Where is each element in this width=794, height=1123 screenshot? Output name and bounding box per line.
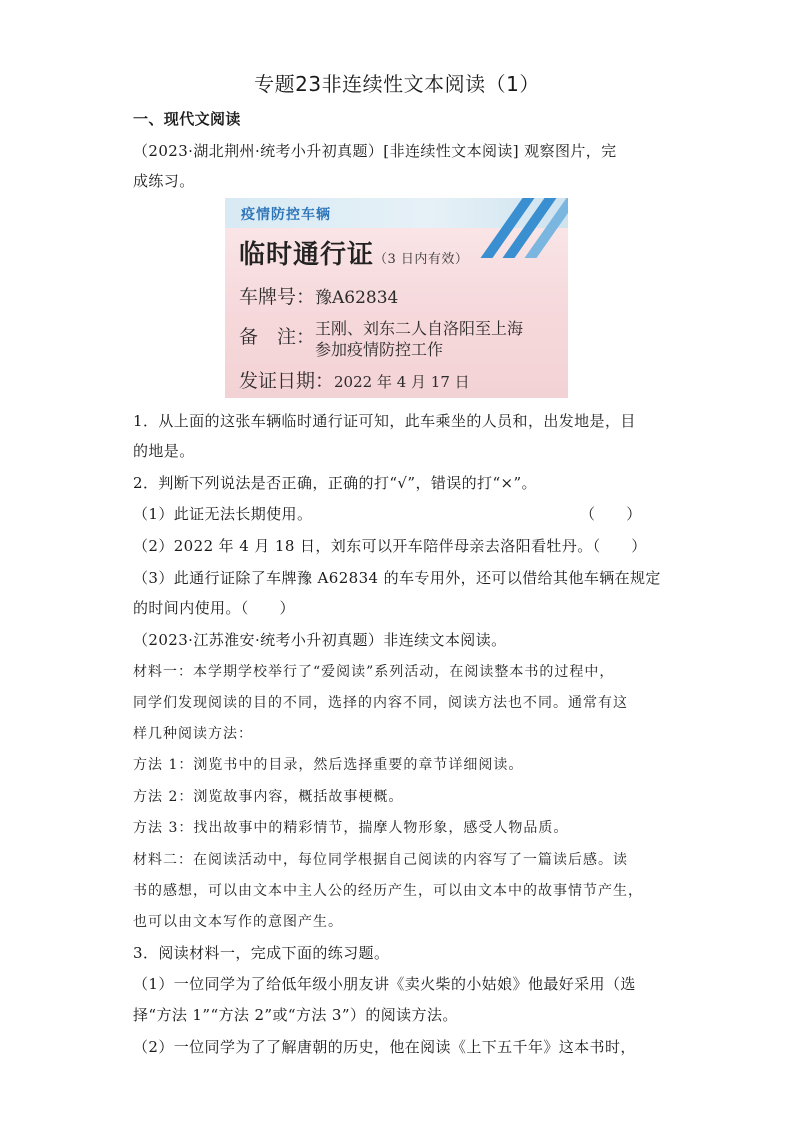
pass-header: 疫情防控车辆: [241, 207, 331, 223]
material-2: 也可以由文本写作的意图产生。: [133, 914, 343, 930]
question-1-cont: 的地是。: [133, 442, 195, 460]
note-line: 参加疫情防控工作: [315, 340, 444, 359]
intro-line: （2023·湖北荆州·统考小升初真题）[非连续性文本阅读] 观察图片，完: [133, 142, 617, 160]
pass-plate-row: [239, 282, 398, 309]
answer-paren: （ ）: [580, 505, 642, 523]
note-value: [315, 318, 523, 360]
question-2-3: （3）此通行证除了车牌豫 A62834 的车专用外，还可以借给其他车辆在规定: [133, 569, 661, 587]
section-heading: 一、现代文阅读: [133, 110, 241, 128]
question-3-2: （2）一位同学为了了解唐朝的历史，他在阅读《上下五千年》这本书时，: [133, 1038, 636, 1056]
material-1: 同学们发现阅读的目的不同，选择的内容不同，阅读方法也不同。通常有这: [133, 695, 628, 711]
material-1: 材料一：本学期学校举行了“爱阅读”系列活动，在阅读整本书的过程中，: [133, 664, 615, 680]
method-2: 方法 2：浏览故事内容，概括故事梗概。: [133, 789, 404, 805]
pass-note-row: [239, 318, 523, 360]
source-line: （2023·江苏淮安·统考小升初真题）非连续文本阅读。: [133, 631, 507, 649]
method-3: 方法 3：找出故事中的精彩情节，揣摩人物形象，感受人物品质。: [133, 820, 569, 836]
note-label: 备 注：: [239, 326, 316, 348]
pass-title: [239, 234, 468, 271]
date-value: 2022 年 4 月 17 日: [334, 373, 470, 391]
question-2-2: （2）2022 年 4 月 18 日，刘东可以开车陪伴母亲去洛阳看牡丹。（ ）: [133, 537, 647, 555]
pass-date-row: [239, 366, 470, 393]
plate-label: 车牌号：: [239, 286, 316, 308]
question-2: 2．判断下列说法是否正确，正确的打“√”，错误的打“×”。: [133, 474, 537, 492]
page-title: 专题23非连续性文本阅读（1）: [254, 72, 540, 96]
question-3-1: （1）一位同学为了给低年级小朋友讲《卖火柴的小姑娘》他最好采用（选: [133, 975, 636, 993]
note-line: 王刚、刘东二人自洛阳至上海: [315, 319, 524, 338]
material-2: 书的感想，可以由文本中主人公的经历产生，可以由文本中的故事情节产生，: [133, 883, 643, 899]
question-1: 1．从上面的这张车辆临时通行证可知，此车乘坐的人员和，出发地是，目: [133, 412, 636, 430]
plate-value: 豫A62834: [315, 288, 399, 308]
pass-title-text: 临时通行证: [239, 240, 375, 270]
question-2-3-cont: 的时间内使用。（ ）: [133, 599, 295, 617]
material-1: 样几种阅读方法：: [133, 726, 253, 742]
date-label: 发证日期：: [239, 370, 335, 392]
intro-line: 成练习。: [133, 172, 195, 190]
method-1: 方法 1：浏览书中的目录，然后选择重要的章节详细阅读。: [133, 757, 524, 773]
question-2-1: （1）此证无法长期使用。: [133, 505, 313, 523]
question-3: 3．阅读材料一，完成下面的练习题。: [133, 944, 390, 962]
vehicle-pass-image: [225, 198, 568, 398]
material-2: 材料二：在阅读活动中，每位同学根据自己阅读的内容写了一篇读后感。读: [133, 852, 628, 868]
pass-validity: （3 日内有效）: [374, 252, 469, 267]
question-3-1-cont: 择“方法 1”“方法 2”或“方法 3”）的阅读方法。: [133, 1006, 458, 1024]
